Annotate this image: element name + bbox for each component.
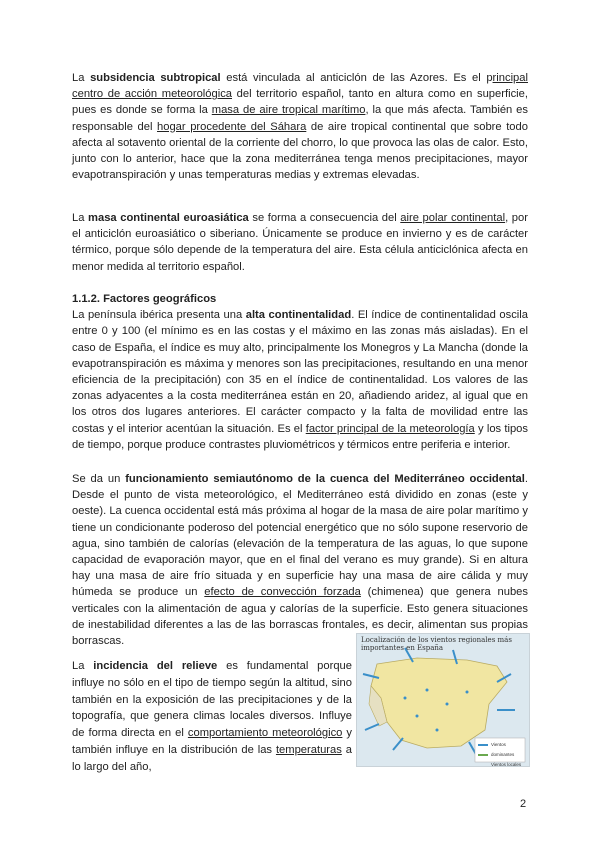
paragraph-subsidencia: La subsidencia subtropical está vinculada al anticiclón de las Azores. Es el principal centro de acción meteorológica del territorio español, tanto en altura como en superficie, pues es donde se forma la masa de aire tropical marítimo, la que más afecta. También es responsable del hogar procedente del Sáhara de aire tropical continental que sobre todo afecta al sotavento oriental de la corriente del chorro, lo que provoca las olas de calor. Esto, junto con lo anterior, hace que la zona mediterránea tenga menos precipitaciones, mayor evapotranspiración y unas temperaturas medias y extremas elevadas. (72, 72, 528, 182)
section-heading: 1.1.2. Factores geográficos (72, 293, 217, 305)
legend-item: Vientos dominantes (491, 742, 515, 757)
legend-item: Vientos locales (491, 762, 522, 767)
paragraph-continentalidad: La península ibérica presenta una alta continentalidad. El índice de continentalidad oscila entre 0 y 100 (el mínimo es en las costas y el máximo en las zonas más aisladas). En el caso de España, el índice es muy alto, principalmente los Monegros y La Mancha (donde la evapotranspiración es máxima y menores son las precipitaciones, resultando en una menor eficiencia de la precipitación) con 35 en el índice de continentalidad. Los valores de las zonas adyacentes a la costa mediterránea están en 20, añadiendo aridez, al igual que en los otros dos lugares anteriores. El carácter compacto y la falta de movilidad entre las costas y el interior acentúan la situación. Es el factor principal de la meteorología y los tipos de tiempo, porque produce contrastes pluviométricos y térmicos entre periferia e interior. (72, 309, 528, 451)
figure-title: Localización de los vientos regionales más importantes en España (361, 636, 512, 652)
section-factores (72, 291, 528, 453)
paragraph-mediterraneo: Se da un funcionamiento semiautónomo de la cuenca del Mediterráneo occidental. Desde el punto de vista meteorológico, el Mediterráneo está dividido en zonas (este y oeste). La cuenca occidental está más próxima al hogar de la masa de aire polar marítimo y tiene un condicionante poderoso del potencial energético que no sólo supone reservorio de agua, sino también de calorías (elevación de la temperatura de las aguas, lo que supone capacidad de evaporación mayor, que en el final del verano es muy grande). Si en altura hay una masa de aire frío situada y en superficie hay una masa de aire cálida y muy húmeda se produce un efecto de convección forzada (chimenea) que genera nubes verticales con la alimentación de agua y calorías de la superficie. Esto genera situaciones de inestabilidad diferentes a las de las borrascas frontales, es decir, alimentan sus propias borrascas. (72, 473, 528, 648)
term-subsidencia: subsidencia subtropical (90, 72, 221, 84)
page-number: 2 (520, 798, 527, 810)
legend (491, 740, 529, 767)
paragraph-masa-continental: La masa continental euroasiática se forma a consecuencia del aire polar continental, por el anticiclón euroasiático o siberiano. Únicamente se produce en invierno y es de carácter térmico, porque sólo depende de la temperatura del aire. Esta célula anticiclónica afecta en menor medida al territorio español. (72, 212, 528, 273)
winds-map-figure (356, 633, 530, 767)
paragraph-relieve: La incidencia del relieve es fundamental porque influye no sólo en el tipo de tiempo según la altitud, sino también en la exposición de las precipitaciones y de la topografía, que genera climas locales diversos. Influye de forma directa en el comportamiento meteorológico y también influye en la distribución de las temperaturas a lo largo del año, (72, 660, 353, 773)
